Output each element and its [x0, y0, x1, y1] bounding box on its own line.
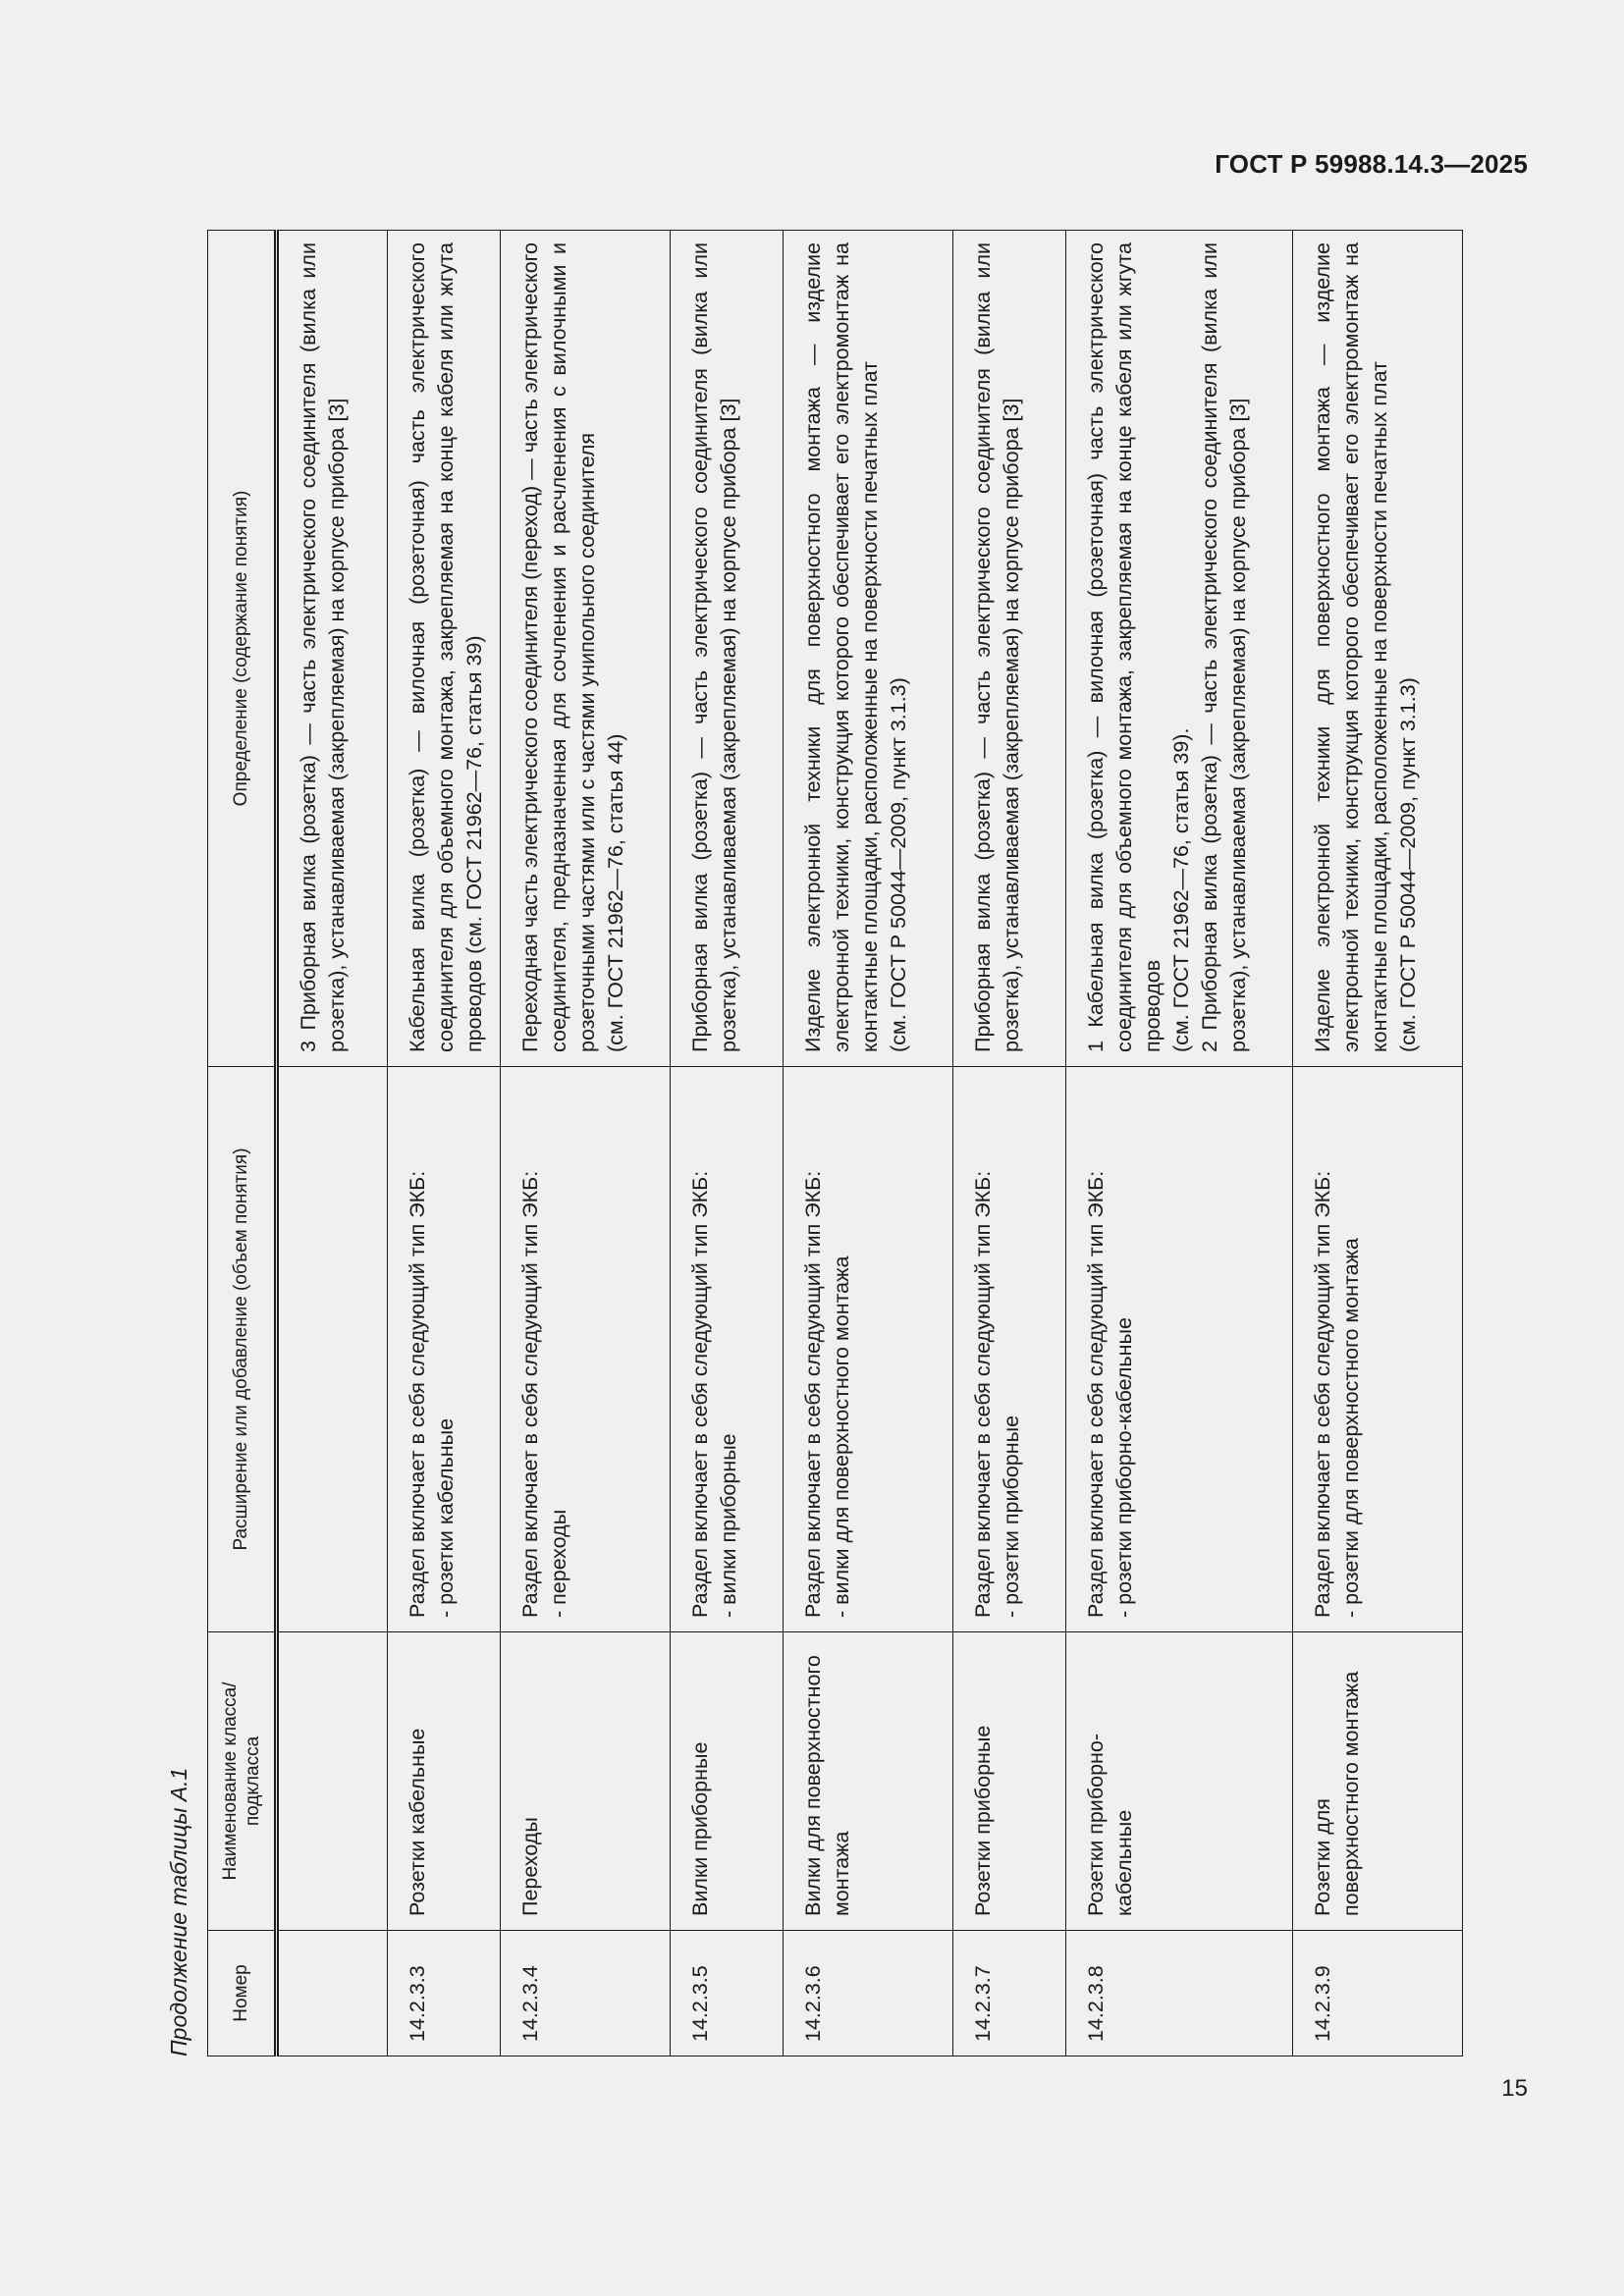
extension-line: Раздел включает в себя следующий тип ЭКБ:	[1084, 1170, 1108, 1618]
column-header-name: Наименование класса/подкласса	[208, 1632, 277, 1931]
page-number: 15	[1501, 2075, 1528, 2102]
definition-paragraph: Кабельная вилка (розетка) — вилочная (розеточная) часть электрического соединителя для объемного монтажа, закрепляемая на конце кабеля или жгута проводов (см. ГОСТ 21962—76, статья 39)	[406, 242, 486, 1052]
definition-paragraph: 2 Приборная вилка (розетка) — часть электрического соединителя (вилка или розетка), устанавливаемая (закрепляемая) на корпусе прибора [3]	[1198, 242, 1250, 1052]
cell-name	[277, 1632, 388, 1931]
extension-line: - розетки приборные	[1000, 1415, 1023, 1618]
table-row	[1293, 231, 1463, 2056]
definition-paragraph: (см. ГОСТ Р 50044—2009, пункт 3.1.3)	[887, 677, 910, 1052]
cell-number: 14.2.3.8	[1066, 1931, 1293, 2056]
definition-paragraph: Переходная часть электрического соединителя (переход) — часть электрического соединителя, предназначенная для сочленения и расчленения с вилочными и розеточными частями или с частями унипольного соединителя	[518, 242, 599, 1052]
cell-number: 14.2.3.4	[501, 1931, 671, 2056]
extension-line: Раздел включает в себя следующий тип ЭКБ:	[801, 1170, 825, 1618]
definition-paragraph: Приборная вилка (розетка) — часть электрического соединителя (вилка или розетка), устанавливаемая (закрепляемая) на корпусе прибора [3]	[688, 242, 740, 1052]
extension-line: Раздел включает в себя следующий тип ЭКБ:	[518, 1170, 542, 1618]
table-header-row	[208, 231, 277, 2056]
cell-extension	[277, 1067, 388, 1632]
cell-number: 14.2.3.7	[953, 1931, 1066, 2056]
cell-name: Вилки для поверхностного монтажа	[784, 1632, 953, 1931]
cell-name: Розетки кабельные	[388, 1632, 501, 1931]
extension-line: - розетки кабельные	[434, 1417, 458, 1618]
table-row	[784, 231, 953, 2056]
cell-definition	[953, 231, 1066, 1067]
extension-line: - розетки для поверхностного монтажа	[1339, 1238, 1363, 1618]
extension-line: - розетки приборно-кабельные	[1112, 1317, 1136, 1618]
cell-extension	[1293, 1067, 1463, 1632]
definition-paragraph: (см. ГОСТ Р 50044—2009, пункт 3.1.3)	[1396, 677, 1420, 1052]
extension-line: Раздел включает в себя следующий тип ЭКБ:	[971, 1170, 995, 1618]
column-header-extension: Расширение или добавление (объем понятия)	[208, 1067, 277, 1632]
extension-line: - переходы	[547, 1509, 570, 1618]
cell-definition	[1293, 231, 1463, 1067]
table-row	[388, 231, 501, 2056]
cell-definition	[388, 231, 501, 1067]
cell-number: 14.2.3.3	[388, 1931, 501, 2056]
rotated-table-area	[154, 231, 1431, 2056]
definition-paragraph: Изделие электронной техники для поверхностного монтажа — изделие электронной техники, конструкция которого обеспечивает его электромонтаж на контактные площадки, расположенные на поверхности печатных плат	[801, 242, 882, 1052]
cell-definition	[784, 231, 953, 1067]
cell-definition	[671, 231, 784, 1067]
cell-number: 14.2.3.5	[671, 1931, 784, 2056]
cell-extension	[953, 1067, 1066, 1632]
cell-name: Розетки приборно-кабельные	[1066, 1632, 1293, 1931]
table-row	[501, 231, 671, 2056]
cell-number: 14.2.3.6	[784, 1931, 953, 2056]
cell-name: Розетки для поверхностного монтажа	[1293, 1632, 1463, 1931]
table-row	[953, 231, 1066, 2056]
definition-paragraph: (см. ГОСТ 21962—76, статья 39).	[1169, 727, 1193, 1052]
definition-paragraph: Приборная вилка (розетка) — часть электрического соединителя (вилка или розетка), устанавливаемая (закрепляемая) на корпусе прибора [3]	[971, 242, 1023, 1052]
definition-paragraph: Изделие электронной техники для поверхностного монтажа — изделие электронной техники, конструкция которого обеспечивает его электромонтаж на контактные площадки, расположенные на поверхности печатных плат	[1311, 242, 1391, 1052]
cell-number	[277, 1931, 388, 2056]
cell-name: Розетки приборные	[953, 1632, 1066, 1931]
table-row	[671, 231, 784, 2056]
cell-extension	[501, 1067, 671, 1632]
cell-extension	[388, 1067, 501, 1632]
column-header-definition: Определение (содержание понятия)	[208, 231, 277, 1067]
extension-line: Раздел включает в себя следующий тип ЭКБ:	[406, 1170, 429, 1618]
cell-extension	[671, 1067, 784, 1632]
table-row	[1066, 231, 1293, 2056]
cell-definition	[501, 231, 671, 1067]
extension-line: - вилки приборные	[717, 1433, 740, 1618]
cell-name: Вилки приборные	[671, 1632, 784, 1931]
definition-paragraph: (см. ГОСТ 21962—76, статья 44)	[604, 733, 627, 1052]
table-caption: Продолжение таблицы А.1	[166, 1767, 191, 2056]
cell-number: 14.2.3.9	[1293, 1931, 1463, 2056]
cell-definition	[277, 231, 388, 1067]
definition-paragraph: 3 Приборная вилка (розетка) — часть электрического соединителя (вилка или розетка), устанавливаемая (закрепляемая) на корпусе прибора [3]	[297, 242, 349, 1052]
cell-name: Переходы	[501, 1632, 671, 1931]
definition-paragraph: 1 Кабельная вилка (розетка) — вилочная (розеточная) часть электрического соединителя для объемного монтажа, закрепляемая на конце кабеля или жгута проводов	[1084, 242, 1164, 1052]
cell-extension	[784, 1067, 953, 1632]
extension-line: Раздел включает в себя следующий тип ЭКБ:	[1311, 1170, 1334, 1618]
cell-extension	[1066, 1067, 1293, 1632]
document-code: ГОСТ Р 59988.14.3—2025	[1215, 149, 1528, 179]
extension-line: Раздел включает в себя следующий тип ЭКБ:	[688, 1170, 712, 1618]
classification-table	[207, 230, 1463, 2056]
column-header-number: Номер	[208, 1931, 277, 2056]
extension-line: - вилки для поверхностного монтажа	[830, 1255, 853, 1618]
cell-definition	[1066, 231, 1293, 1067]
table-row	[277, 231, 388, 2056]
